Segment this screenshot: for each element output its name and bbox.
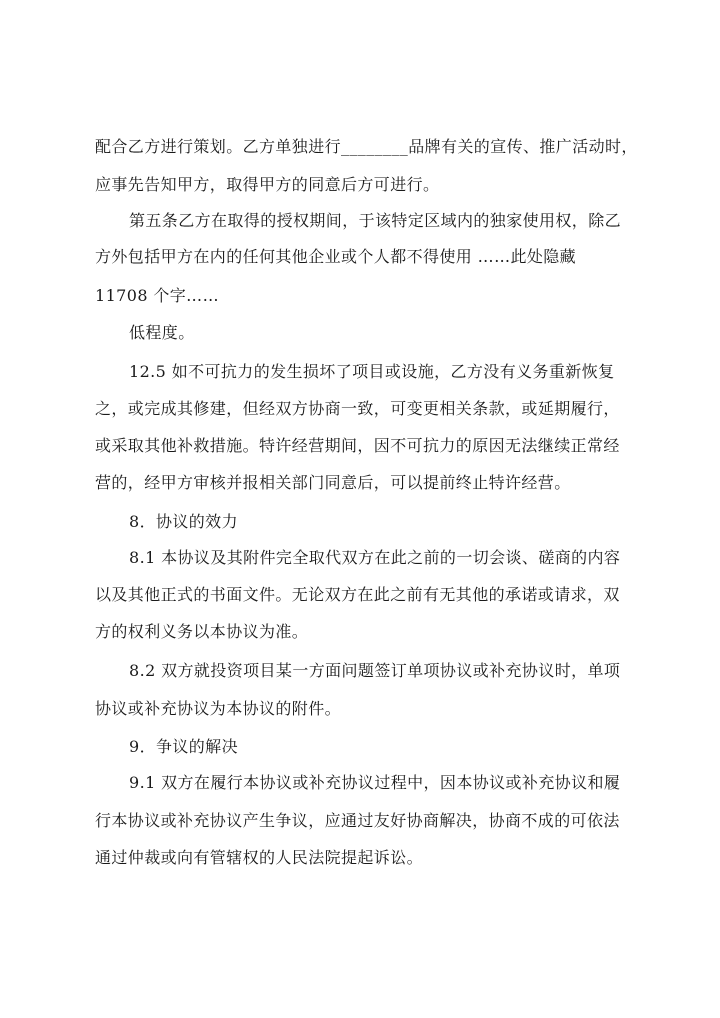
text-line: 以及其他正式的书面文件。无论双方在此之前有无其他的承诺或请求，双 [95,585,620,604]
text-line: 行本协议或补充协议产生争议，应通过友好协商解决，协商不成的可依法 [95,811,620,830]
text-line: 通过仲裁或向有管辖权的人民法院提起诉讼。 [95,848,424,867]
section-heading: 9．争议的解决 [129,737,238,756]
text-line: 协议或补充协议为本协议的附件。 [95,699,342,718]
text-line: 8.2 双方就投资项目某一方面问题签订单项协议或补充协议时，单项 [129,661,621,680]
section-heading: 8．协议的效力 [129,512,238,531]
text-line: 低程度。 [129,323,195,342]
text-line: 或采取其他补救措施。特许经营期间，因不可抗力的原因无法继续正常经 [95,436,620,455]
text-line: 12.5 如不可抗力的发生损坏了项目或设施，乙方没有义务重新恢复 [129,362,615,381]
text-line: 方的权利义务以本协议为准。 [95,622,309,641]
text-line: 配合乙方进行策划。乙方单独进行________品牌有关的宣传、推广活动时， [95,137,638,156]
text-line: 方外包括甲方在内的任何其他企业或个人都不得使用 ……此处隐藏 [95,247,577,266]
text-line: 8.1 本协议及其附件完全取代双方在此之前的一切会谈、磋商的内容 [129,548,621,567]
text-line: 营的，经甲方审核并报相关部门同意后，可以提前终止特许经营。 [95,473,571,492]
text-line: 应事先告知甲方，取得甲方的同意后方可进行。 [95,175,440,194]
text-line: 第五条乙方在取得的授权期间，于该特定区域内的独家使用权，除乙 [129,211,622,230]
text-line: 9.1 双方在履行本协议或补充协议过程中，因本协议或补充协议和履 [129,773,621,792]
text-line: 11708 个字…… [95,286,219,305]
text-line: 之，或完成其修建，但经双方协商一致，可变更相关条款，或延期履行， [95,399,620,418]
